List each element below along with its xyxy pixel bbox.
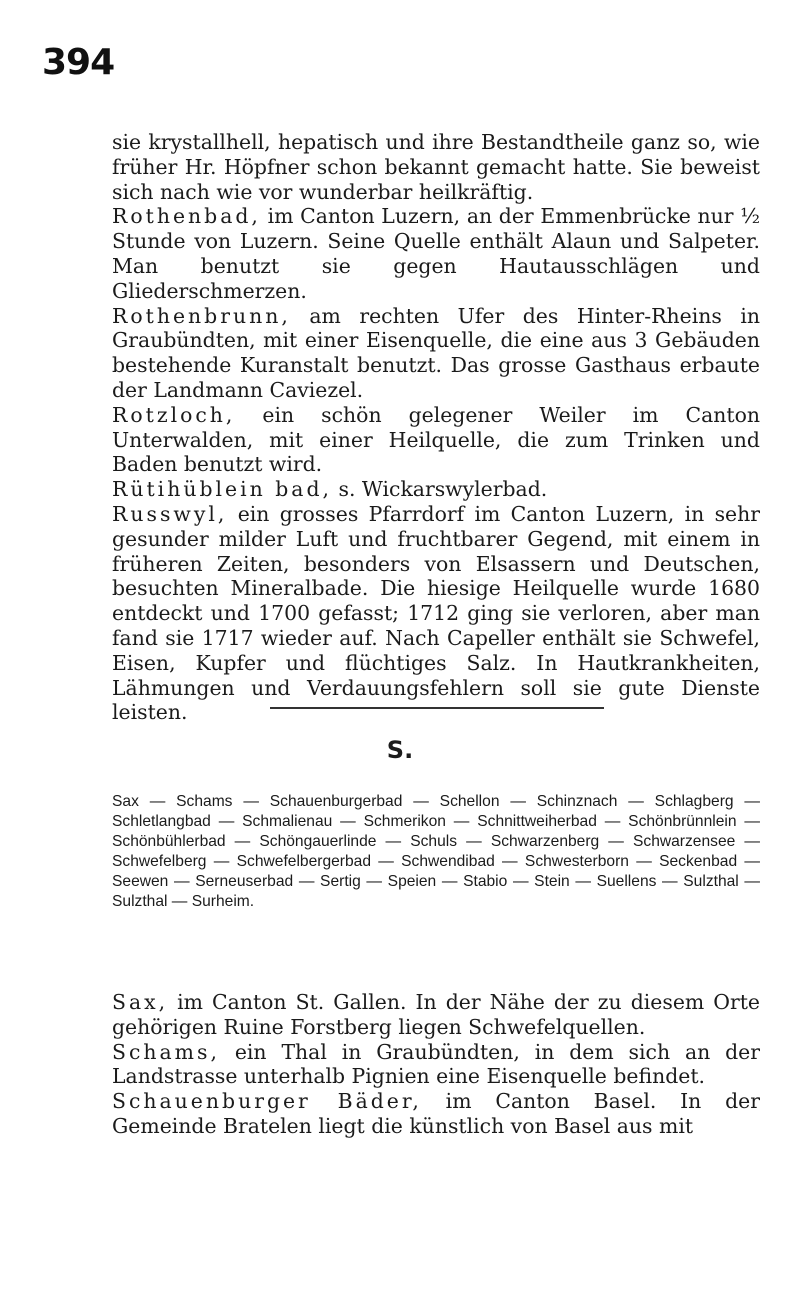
entry-text: im Canton St. Gallen. In der Nähe der zu diesem Orte gehörigen Ruine Forstberg liegen Schwefelquellen. [112, 990, 760, 1039]
entry-text: am rechten Ufer des Hinter-Rheins in Graubündten, mit einer Eisenquelle, die eine aus 3 Gebäuden bestehende Kuranstalt benutzt. Das grosse Gasthaus erbaute der Landmann Caviezel. [112, 303, 760, 402]
paragraph [112, 403, 760, 477]
entry-text: sie krystallhell, hepatisch und ihre Bestandtheile ganz so, wie früher Hr. Höpfner schon bekannt gemacht hatte. Sie beweist sich nach wie vor wunderbar heilkräftig. [112, 130, 760, 204]
entry-text: im Canton Basel. In der Gemeinde Bratelen liegt die künstlich von Basel aus mit [112, 1089, 760, 1138]
entry-headword: Rotzloch, [112, 402, 236, 427]
paragraph [112, 1089, 760, 1139]
entry-headword: Schams, [112, 1039, 220, 1064]
entry-headword: Sax, [112, 990, 169, 1014]
body-text-bottom [112, 990, 760, 1139]
entry-text: ein grosses Pfarrdorf im Canton Luzern, in sehr gesunder milder Luft und fruchtbarer Gegend, mit einem in früheren Zeiten, besonders von Elsassern und Deutschen, besuchten Mineralbade. Die hiesige Heilquelle wurde 1680 entdeckt und 1700 gefasst; 1712 ging sie verloren, aber man fand sie 1717 wieder auf. Nach Capeller enthält sie Schwefel, Eisen, Kupfer und flüchtiges Salz. In Hautkrankheiten, Lähmungen und Verdauungsfehlern soll sie gute Dienste leisten. [112, 501, 760, 725]
paragraph [112, 990, 760, 1040]
page-number: 394 [42, 42, 115, 83]
section-index-list: Sax — Schams — Schauenburgerbad — Schellon — Schinznach — Schlagberg — Schletlangbad — Schmalienau — Schmerikon — Schnittweiherbad — Schönbrünnlein — Schönbühlerbad — Schöngauerlinde — Schuls — Schwarzenberg — Schwarzensee — Schwefelberg — Schwefelbergerbad — Schwendibad — Schwesterborn — Seckenbad — Seewen — Serneuserbad — Sertig — Speien — Stabio — Stein — Suellens — Sulzthal — Sulzthal — Surheim. [112, 793, 760, 910]
paragraph [112, 304, 760, 403]
entry-text: ein schön gelegener Weiler im Canton Unterwalden, mit einer Heilquelle, die zum Trinken und Baden benutzt wird. [112, 402, 760, 477]
entry-headword: Rothenbrunn, [112, 303, 291, 328]
paragraph [112, 1040, 760, 1090]
entry-headword: Russwyl, [112, 501, 228, 526]
entry-text: im Canton Luzern, an der Emmenbrücke nur ½ Stunde von Luzern. Seine Quelle enthält Alaun und Salpeter. Man benutzt sie gegen Hautausschlägen und Gliederschmerzen. [112, 204, 760, 303]
entry-headword: Schauenburger Bäder, [112, 1089, 422, 1114]
entry-text: ein Thal in Graubündten, in dem sich an der Landstrasse unterhalb Pignien eine Eisenquelle befindet. [112, 1039, 760, 1089]
entry-headword: Rütihüblein bad, [112, 477, 332, 502]
paragraph [112, 204, 760, 303]
section-divider [270, 707, 604, 709]
entry-text: s. Wickarswylerbad. [332, 477, 548, 502]
section-heading: S. [386, 736, 414, 764]
body-text-top [112, 130, 760, 725]
paragraph [112, 502, 760, 725]
paragraph [112, 477, 760, 502]
entry-headword: Rothenbad, [112, 204, 261, 229]
paragraph [112, 130, 760, 204]
